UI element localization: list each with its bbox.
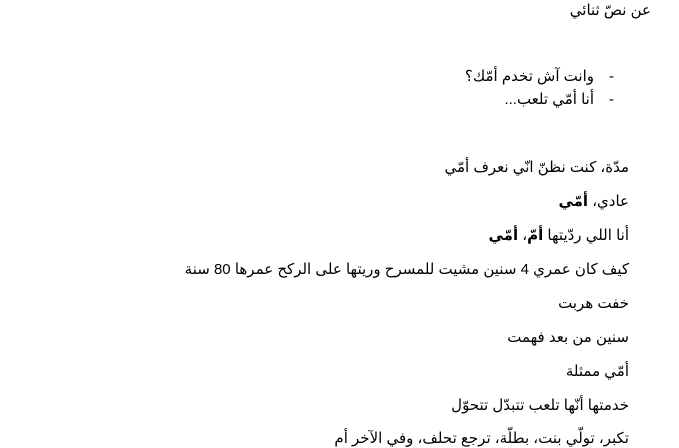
paragraph-line [444,159,629,177]
line-text-bold: أمّ [527,227,544,244]
line-text: سنين من بعد فهمت [507,329,629,346]
document-title-line: عن نصّ ثنائي [569,2,651,19]
dialogue-line-1 [465,68,629,86]
line-text: مدّة، كنت نظنّ انّي نعرف أمّي [444,159,629,176]
line-text: ، [518,227,528,244]
paragraph-line [185,261,629,279]
dialogue-text: أنا أمّي تلعب... [504,91,594,108]
paragraph-line [558,193,629,211]
paragraph-line [507,329,629,347]
line-text: خدمتها أنّها تلعب تتبدّل تتحوّل [451,397,629,414]
line-text: أمّي ممثلة [565,363,629,380]
line-text: أنا اللي ردّيتها [543,227,629,244]
paragraph-line [558,295,629,313]
paragraph-line [566,363,629,381]
paragraph-line [489,227,630,245]
dialogue-line-2 [504,91,629,109]
paragraph-line [451,397,629,415]
line-text: تكبر، تولّي بنت، بطلّة، ترجع تحلف، وفي الآخر أم [334,430,629,447]
line-text: خفت هربت [558,295,629,312]
line-text-bold: أمّي [558,193,589,210]
line-text: كيف كان عمري 4 سنين مشيت للمسرح وريتها على الركح عمرها 80 سنة [184,261,629,278]
dialogue-text: وانت آش تخدم أمّك؟ [464,68,594,85]
dialogue-dash: - [609,91,614,108]
dialogue-dash: - [609,68,614,85]
line-text: عادي، [588,193,629,210]
paragraph-line [334,430,629,448]
line-text-bold: أمّي [488,227,519,244]
